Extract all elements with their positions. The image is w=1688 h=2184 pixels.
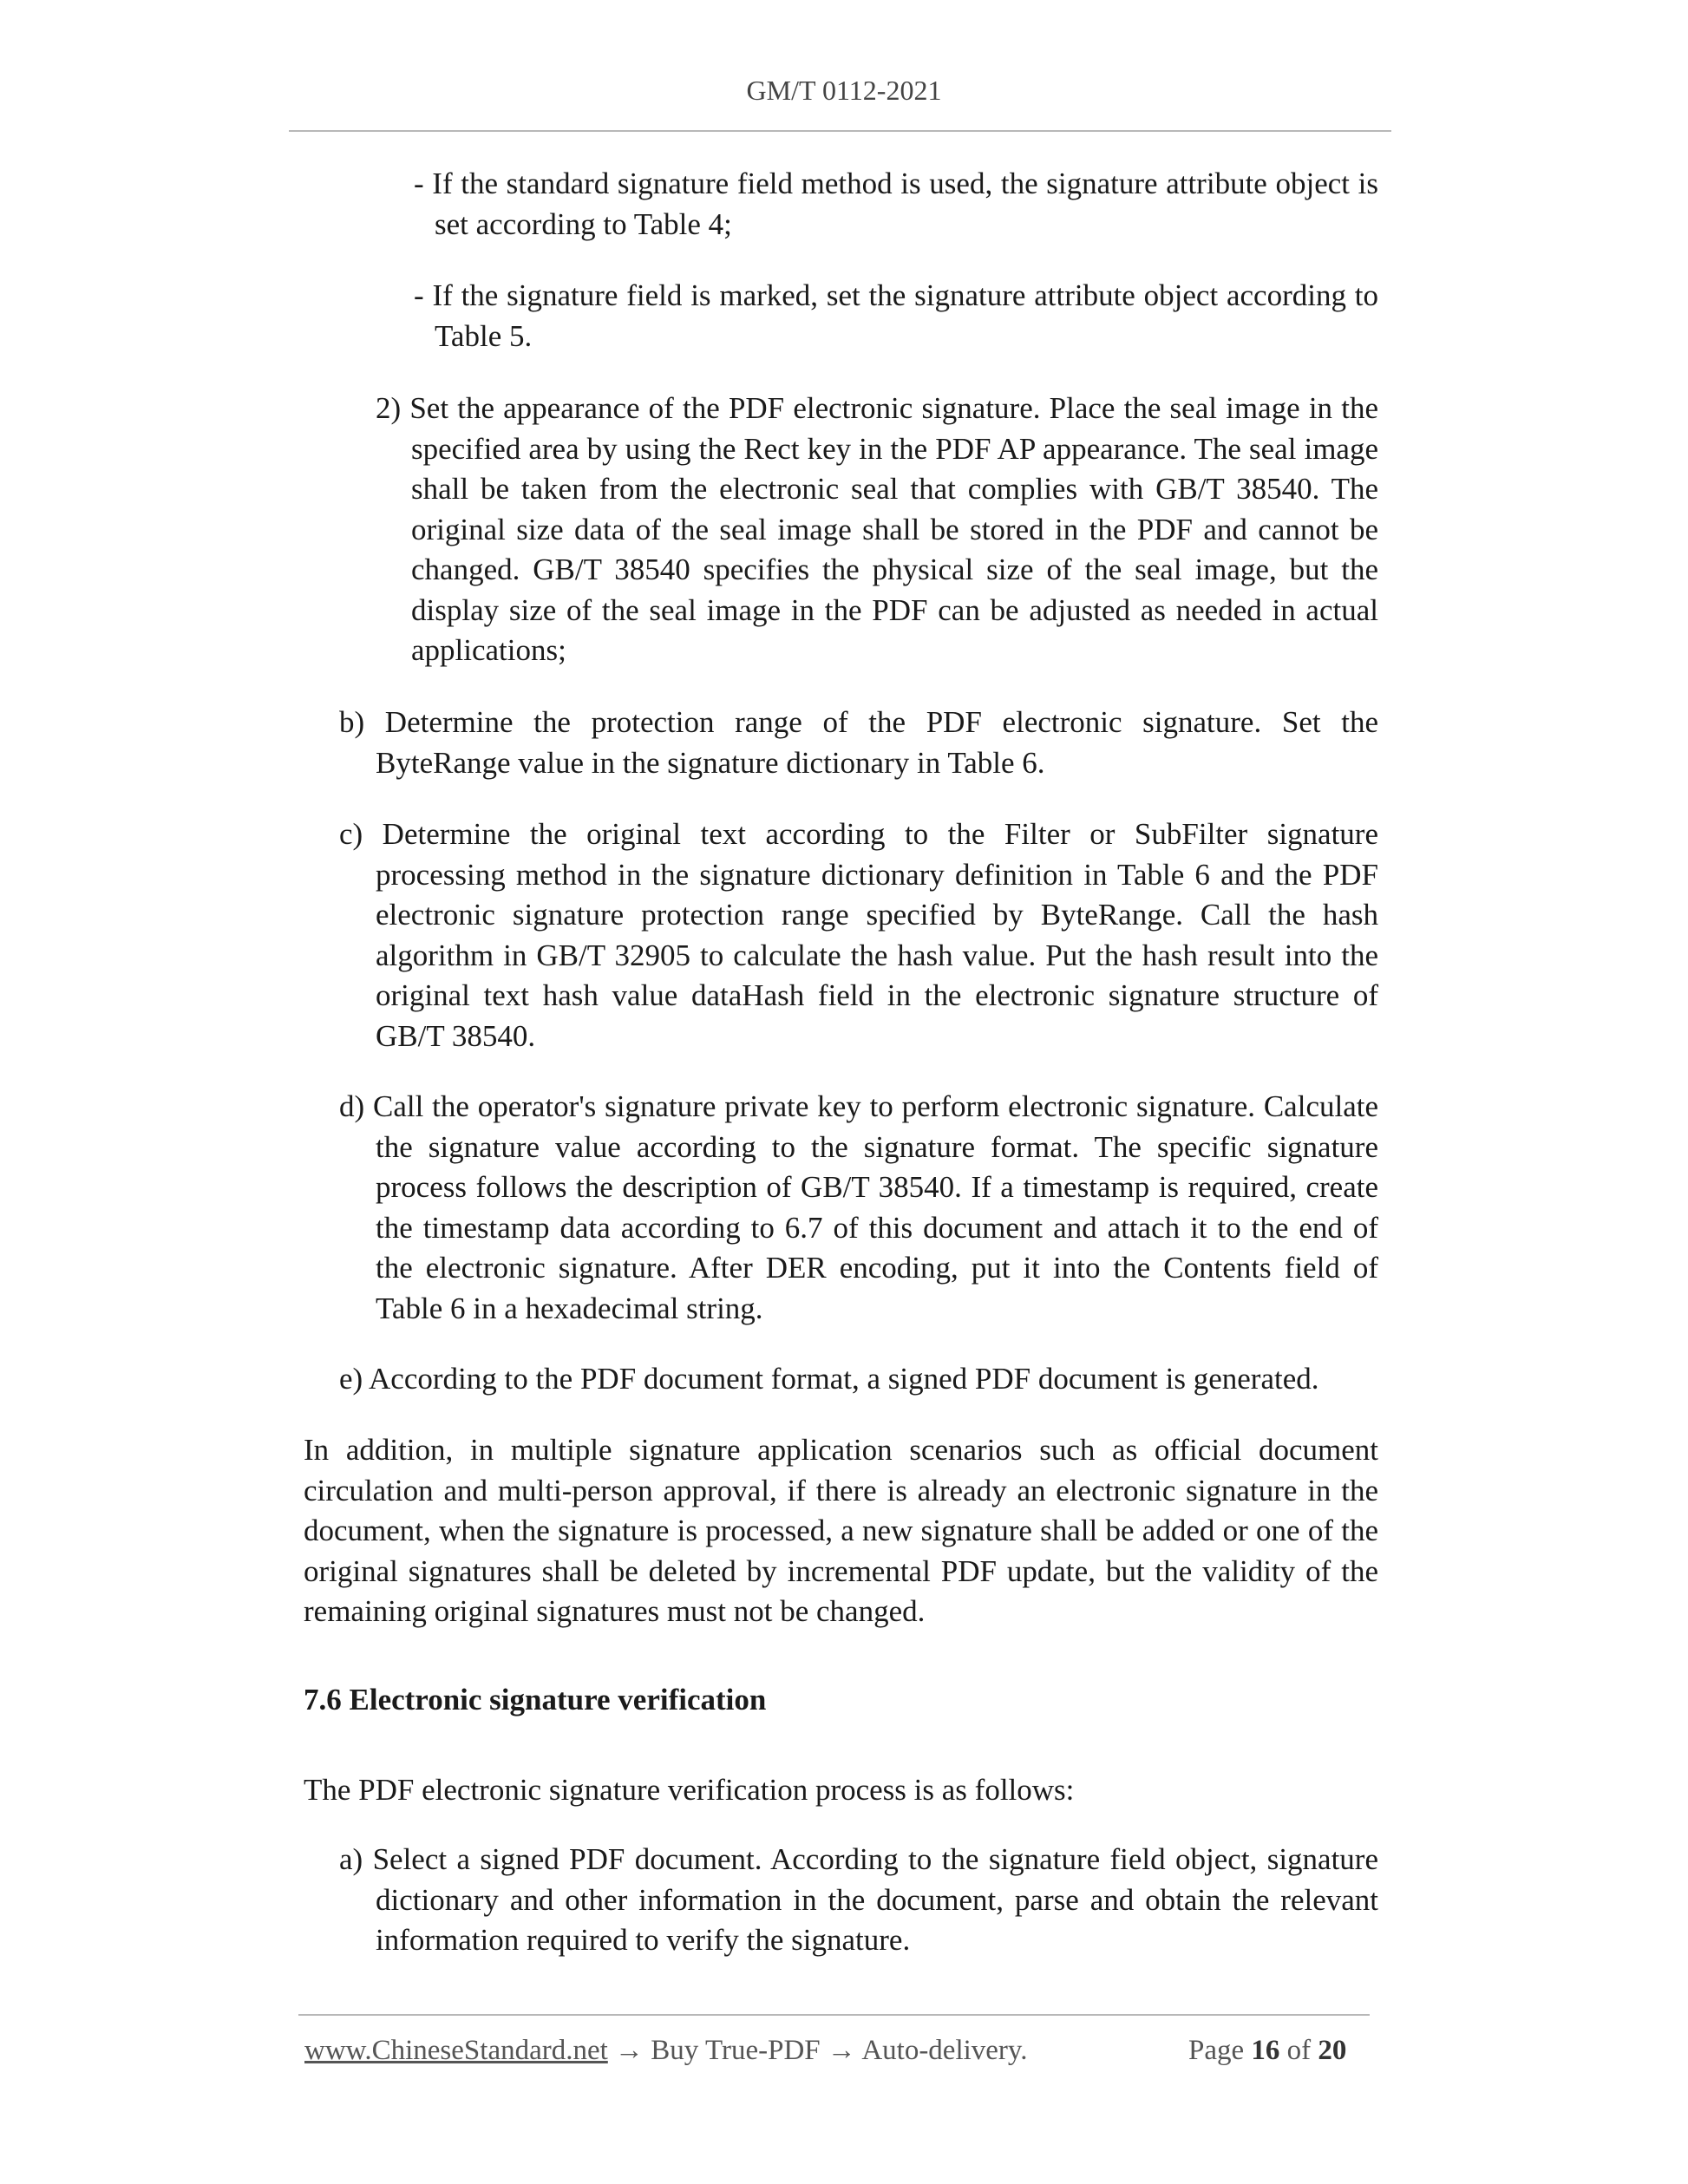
of-label: of bbox=[1286, 2035, 1312, 2066]
footer-buy-text: Buy True-PDF bbox=[651, 2035, 821, 2066]
arrow-right-icon: → bbox=[615, 2035, 644, 2066]
total-pages-number: 20 bbox=[1318, 2035, 1347, 2066]
footer-page-number bbox=[1188, 2035, 1346, 2067]
header-rule bbox=[289, 130, 1391, 132]
section-heading-7-6: 7.6 Electronic signature verification bbox=[304, 1683, 767, 1716]
header-standard-code: GM/T 0112-2021 bbox=[746, 75, 942, 106]
paragraph-verify-item-a: a) Select a signed PDF document. According to the signature field object, signature dictionary and other information in the document, parse and obtain the relevant information required to verify the signature. bbox=[339, 1842, 1378, 1957]
paragraph-step-2-appearance: 2) Set the appearance of the PDF electronic signature. Place the seal image in the specified area by using the Rect key in the PDF AP appearance. The seal image shall be taken from the electronic seal that complies with GB/T 38540. The original size data of the seal image shall be stored in the PDF and cannot be changed. GB/T 38540 specifies the physical size of the seal image, but the display size of the seal image in the PDF can be adjusted as needed in actual applications; bbox=[376, 391, 1378, 667]
footer-delivery-text: Auto-delivery. bbox=[861, 2035, 1028, 2066]
paragraph-item-e: e) According to the PDF document format, a signed PDF document is generated. bbox=[339, 1362, 1319, 1396]
footer-promo bbox=[304, 2035, 1028, 2067]
footer-rule bbox=[298, 2014, 1370, 2016]
arrow-right-icon: → bbox=[827, 2035, 856, 2066]
paragraph-item-b: b) Determine the protection range of the PDF electronic signature. Set the ByteRange value in the signature dictionary in Table 6. bbox=[339, 705, 1378, 780]
paragraph-multiple-signatures: In addition, in multiple signature application scenarios such as official document circulation and multi-person approval, if there is already an electronic signature in the document, when the signature is processed, a new signature shall be added or one of the original signatures shall be deleted by incremental PDF update, but the validity of the remaining original signatures must not be changed. bbox=[304, 1433, 1378, 1628]
section-intro: The PDF electronic signature verification process is as follows: bbox=[304, 1773, 1075, 1807]
paragraph-bullet-table4: - If the standard signature field method is used, the signature attribute object is set according to Table 4; bbox=[414, 167, 1378, 241]
paragraph-item-d: d) Call the operator's signature private key to perform electronic signature. Calculate the signature value according to the signature format. The specific signature process follows the description of GB/T 38540. If a timestamp is required, create the timestamp data according to 6.7 of this document and attach it to the end of the electronic signature. After DER encoding, put it into the Contents field of Table 6 in a hexadecimal string. bbox=[339, 1089, 1378, 1325]
paragraph-item-c: c) Determine the original text according to the Filter or SubFilter signature processing method in the signature dictionary definition in Table 6 and the PDF electronic signature protection range specified by ByteRange. Call the hash algorithm in GB/T 32905 to calculate the hash value. Put the hash result into the original text hash value dataHash field in the electronic signature structure of GB/T 38540. bbox=[339, 817, 1378, 1053]
current-page-number: 16 bbox=[1251, 2035, 1280, 2066]
footer-website-link[interactable]: www.ChineseStandard.net bbox=[304, 2035, 608, 2066]
page-label: Page bbox=[1188, 2035, 1245, 2066]
paragraph-bullet-table5: - If the signature field is marked, set the signature attribute object according to Table 5. bbox=[414, 278, 1378, 353]
